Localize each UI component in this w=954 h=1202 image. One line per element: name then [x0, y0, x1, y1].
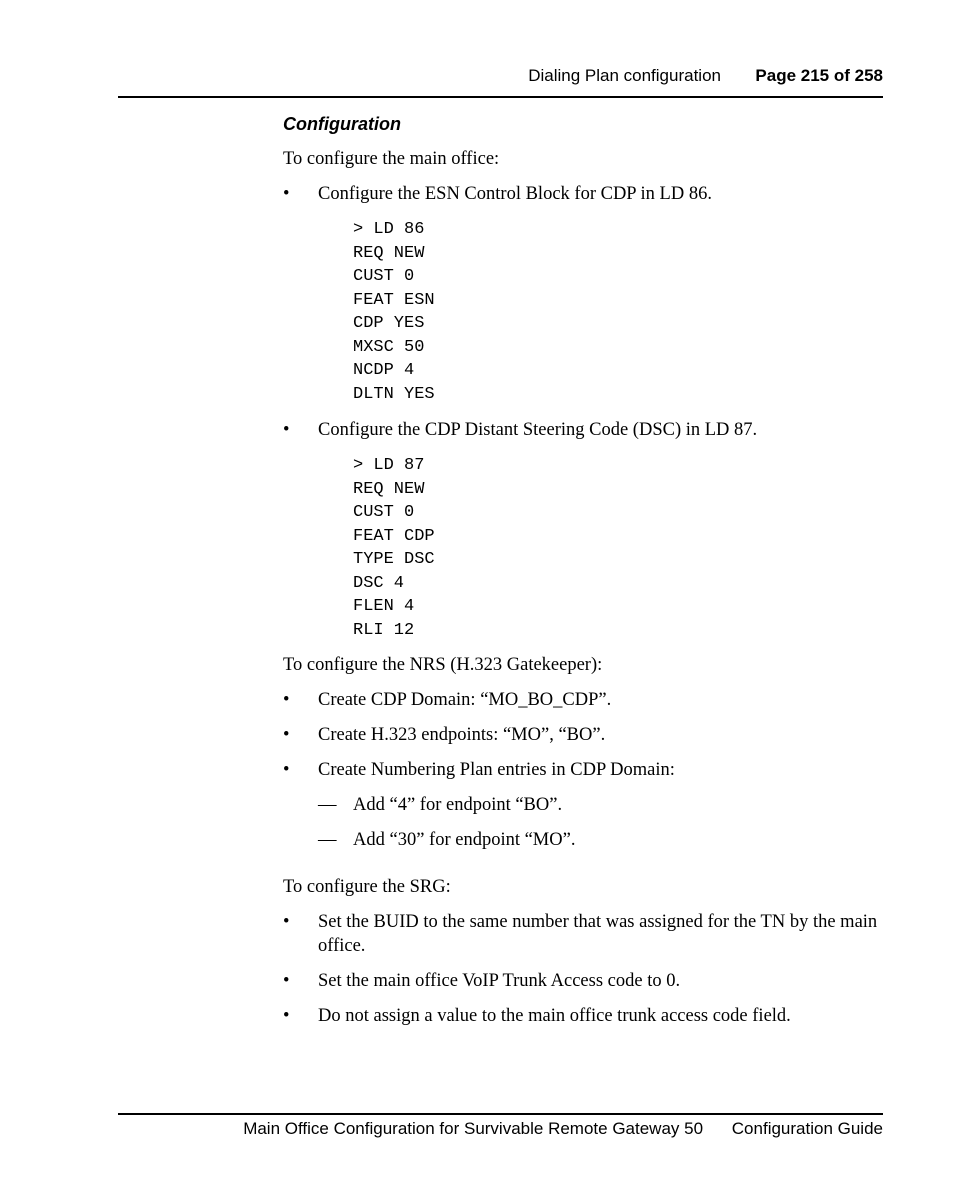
bullet-mark: • [283, 725, 290, 745]
subitem-mo-text: Add “30” for endpoint “MO”. [353, 830, 576, 850]
code-line: CUST 0 [353, 503, 415, 522]
bullet-srg-trunk-field-text: Do not assign a value to the main office trunk access code field. [318, 1006, 791, 1026]
bullet-nrs-endpoints-text: Create H.323 endpoints: “MO”, “BO”. [318, 725, 606, 745]
code-line: DLTN YES [353, 384, 435, 404]
intro-srg: To configure the SRG: [283, 877, 451, 897]
code-line: DSC 4 [353, 573, 405, 593]
bullet-nrs-numbering [283, 758, 883, 782]
bullet-nrs-domain [283, 688, 883, 712]
bullet-mark: • [283, 912, 290, 932]
subitem-bo-text: Add “4” for endpoint “BO”. [353, 795, 563, 815]
header-section-title: Dialing Plan configuration [528, 66, 721, 85]
intro-main-office: To configure the main office: [283, 149, 500, 169]
bullet-srg-buid-text: Set the BUID to the same number that was assigned for the TN by the main office. [318, 912, 878, 956]
code-line: MXSC 50 [353, 337, 425, 357]
code-line: TYPE DSC [353, 550, 435, 569]
dash-mark: — [318, 830, 337, 850]
bullet-esn-text: Configure the ESN Control Block for CDP in LD 86. [318, 184, 712, 204]
code-line: FEAT ESN [353, 290, 435, 310]
bullet-nrs-domain-text: Create CDP Domain: “MO_BO_CDP”. [318, 690, 612, 710]
bullet-dsc [283, 418, 883, 442]
dash-mark: — [318, 795, 337, 815]
bullet-dsc-text: Configure the CDP Distant Steering Code (DSC) in LD 87. [318, 420, 758, 440]
bullet-nrs-endpoints [283, 723, 883, 747]
bullet-mark: • [283, 184, 290, 204]
intro-nrs: To configure the NRS (H.323 Gatekeeper): [283, 655, 603, 675]
code-line: REQ NEW [353, 479, 425, 499]
bullet-srg-trunk-field [283, 1004, 883, 1028]
code-line: FEAT CDP [353, 526, 435, 546]
footer-document-type: Configuration Guide [731, 1119, 883, 1138]
code-block-ld86 [283, 218, 883, 406]
code-line: > LD 87 [353, 456, 425, 475]
bullet-mark: • [283, 420, 290, 440]
bullet-srg-access-code [283, 969, 883, 993]
code-line: RLI 12 [353, 620, 415, 640]
code-line: REQ NEW [353, 243, 425, 263]
bullet-mark: • [283, 1006, 290, 1026]
subitem-mo [283, 828, 883, 852]
page-header [118, 62, 883, 98]
bullet-mark: • [283, 690, 290, 710]
code-line: > LD 86 [353, 220, 425, 239]
code-line: CUST 0 [353, 267, 415, 286]
bullet-srg-access-code-text: Set the main office VoIP Trunk Access code to 0. [318, 971, 681, 991]
code-line: FLEN 4 [353, 597, 415, 616]
page-content [283, 110, 883, 1028]
section-title: Configuration [283, 114, 401, 134]
code-line: NCDP 4 [353, 361, 415, 380]
bullet-esn [283, 182, 883, 206]
bullet-mark: • [283, 971, 290, 991]
subitem-bo [283, 793, 883, 817]
bullet-mark: • [283, 760, 290, 780]
footer-document-title: Main Office Configuration for Survivable Remote Gateway 50 [243, 1119, 704, 1138]
code-block-ld87 [283, 454, 883, 642]
page-footer [118, 1113, 883, 1138]
footer-text [243, 1119, 883, 1139]
bullet-srg-buid [283, 910, 883, 958]
bullet-nrs-numbering-text: Create Numbering Plan entries in CDP Domain: [318, 760, 675, 780]
header-page-number: Page 215 of 258 [755, 66, 883, 85]
code-line: CDP YES [353, 314, 425, 333]
